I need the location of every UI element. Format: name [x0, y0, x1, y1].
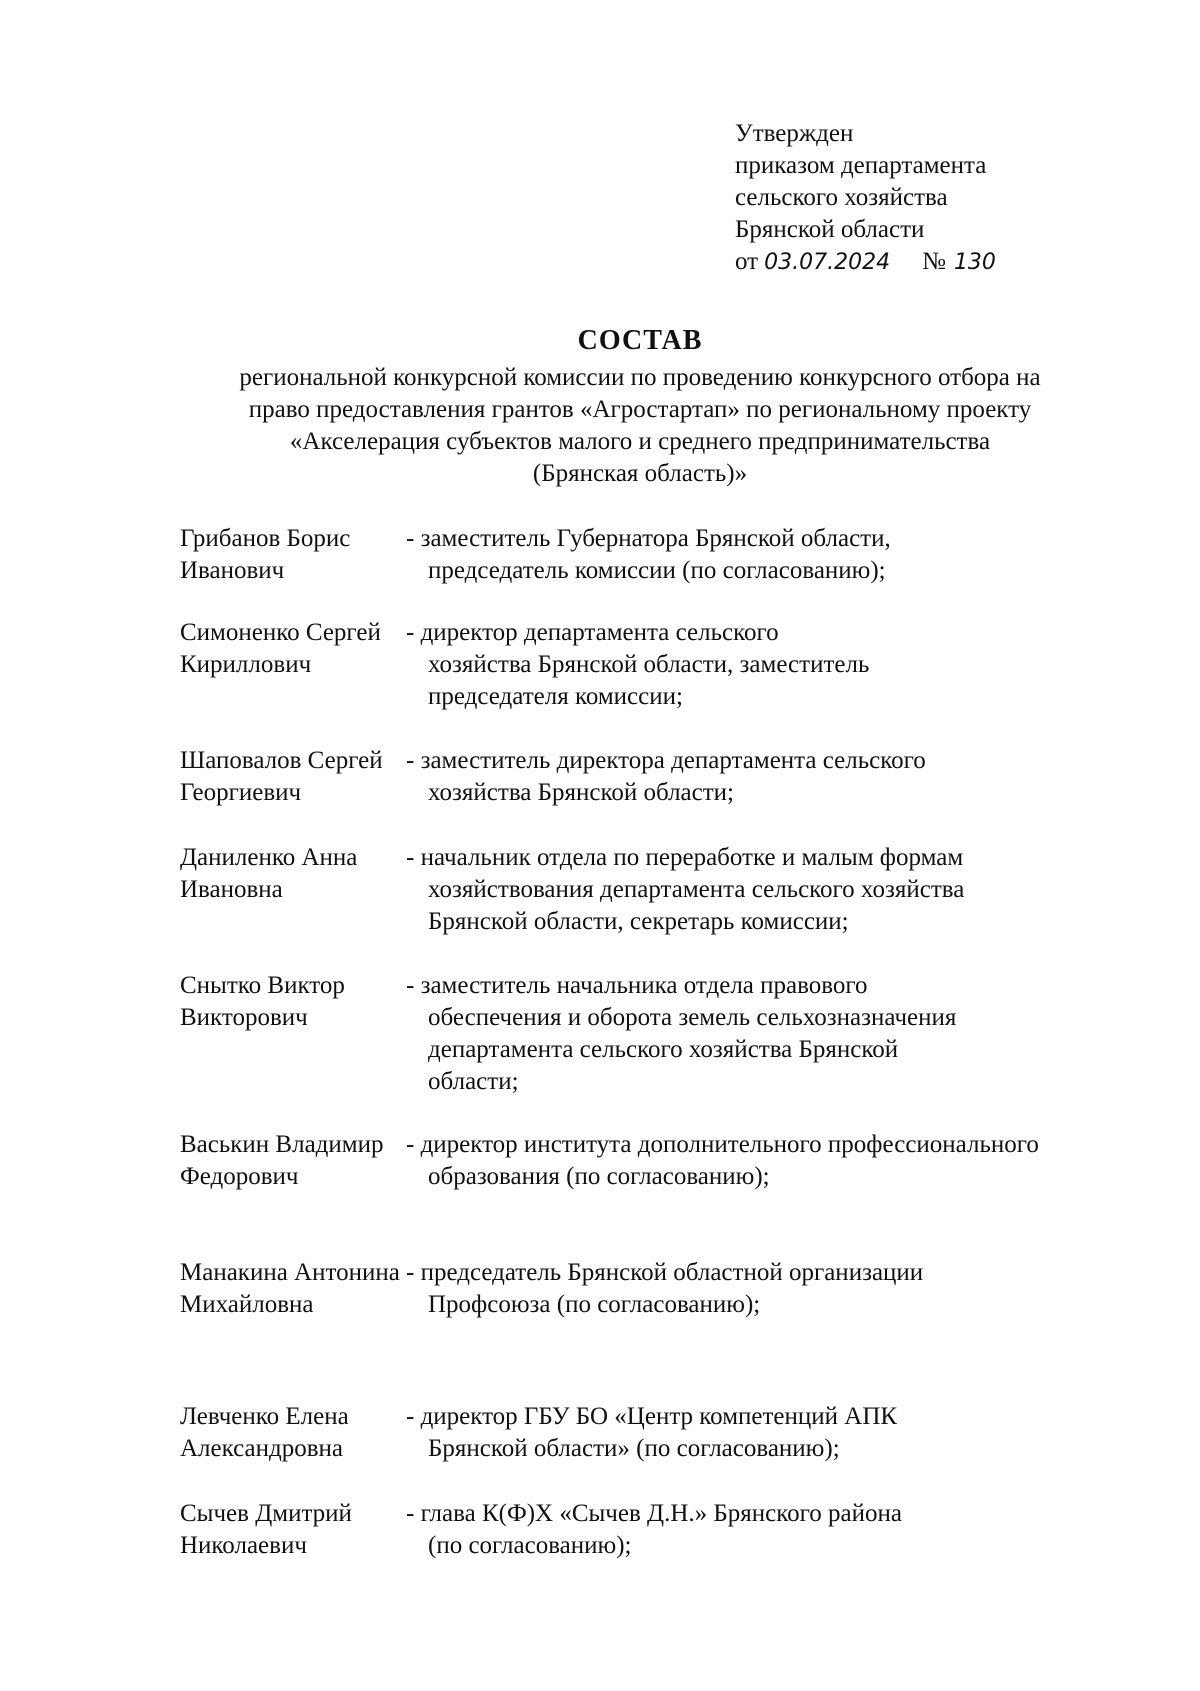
member-name: [180, 970, 425, 1034]
role-line: обеспечения и оборота земель сельхозназначения: [428, 1004, 957, 1031]
member-surname-first: Левченко Елена: [180, 1403, 349, 1430]
approval-date-line: [735, 246, 996, 279]
member-role: [406, 1257, 1158, 1321]
order-date-handwritten: 03.07.2024: [764, 250, 891, 275]
member-role: [406, 1401, 1158, 1465]
approval-line: приказом департамента: [735, 152, 987, 179]
member-surname-first: Шаповалов Сергей: [180, 747, 383, 774]
member-patronymic: Георгиевич: [180, 779, 302, 806]
document-heading: [160, 322, 1120, 490]
approval-line: Брянской области: [735, 216, 925, 243]
role-line: - глава К(Ф)Х «Сычев Д.Н.» Брянского района: [406, 1500, 902, 1527]
document-subtitle-line: право предоставления грантов «Агростартап» по региональному проекту: [248, 396, 1032, 423]
document-title: СОСТАВ: [577, 325, 703, 356]
member-name: [180, 842, 425, 906]
role-line: - заместитель начальника отдела правового: [406, 972, 868, 999]
member-name: [180, 1498, 425, 1562]
role-line: департамента сельского хозяйства Брянской: [428, 1036, 899, 1063]
approval-line: Утвержден: [735, 120, 854, 147]
role-line: - заместитель директора департамента сельского: [406, 747, 926, 774]
role-line: образования (по согласованию);: [428, 1163, 770, 1190]
document-subtitle-line: (Брянская область)»: [532, 460, 748, 487]
number-label: №: [922, 248, 946, 275]
role-line: председателя комиссии;: [428, 683, 683, 710]
role-line: - начальник отдела по переработке и малым формам: [406, 844, 964, 871]
member-patronymic: Михайловна: [180, 1291, 314, 1318]
member-role: [406, 970, 1158, 1098]
member-name: [180, 745, 425, 809]
role-line: - директор института дополнительного профессионального: [406, 1131, 1039, 1158]
role-line: хозяйства Брянской области;: [428, 779, 734, 806]
role-line: Брянской области, секретарь комиссии;: [428, 908, 849, 935]
role-line: Брянской области» (по согласованию);: [428, 1435, 840, 1462]
role-line: - заместитель Губернатора Брянской области,: [406, 525, 891, 552]
role-line: - директор департамента сельского: [406, 619, 779, 646]
member-patronymic: Кириллович: [180, 651, 312, 678]
member-patronymic: Николаевич: [180, 1532, 307, 1559]
member-surname-first: Симоненко Сергей: [180, 619, 381, 646]
role-line: хозяйства Брянской области, заместитель: [428, 651, 870, 678]
member-surname-first: Грибанов Борис: [180, 525, 351, 552]
date-prefix: от: [735, 248, 759, 275]
document-subtitle-line: «Акселерация субъектов малого и среднего предпринимательства: [289, 428, 991, 455]
member-surname-first: Сычев Дмитрий: [180, 1500, 352, 1527]
member-role: [406, 745, 1158, 809]
approval-line: сельского хозяйства: [735, 184, 948, 211]
member-name: [180, 617, 425, 681]
member-patronymic: Викторович: [180, 1004, 308, 1031]
role-line: - директор ГБУ БО «Центр компетенций АПК: [406, 1403, 898, 1430]
member-role: [406, 617, 1158, 713]
member-name: [180, 1257, 425, 1321]
role-line: хозяйствования департамента сельского хозяйства: [428, 876, 965, 903]
document-subtitle-line: региональной конкурсной комиссии по проведению конкурсного отбора на: [239, 364, 1041, 391]
role-line: председатель комиссии (по согласованию);: [428, 557, 886, 584]
member-surname-first: Васькин Владимир: [180, 1131, 384, 1158]
approval-stamp-block: [735, 118, 996, 279]
order-number-handwritten: 130: [953, 250, 996, 275]
member-name: [180, 523, 425, 587]
role-line: области;: [428, 1068, 519, 1095]
role-line: - председатель Брянской областной организации: [406, 1259, 924, 1286]
member-name: [180, 1401, 425, 1465]
member-patronymic: Федорович: [180, 1163, 299, 1190]
member-patronymic: Иванович: [180, 557, 285, 584]
member-role: [406, 842, 1158, 938]
member-patronymic: Александровна: [180, 1435, 344, 1462]
member-surname-first: Даниленко Анна: [180, 844, 358, 871]
member-name: [180, 1129, 425, 1193]
role-line: Профсоюза (по согласованию);: [428, 1291, 761, 1318]
member-role: [406, 1129, 1158, 1193]
member-surname-first: Снытко Виктор: [180, 972, 345, 999]
member-role: [406, 1498, 1158, 1562]
member-patronymic: Ивановна: [180, 876, 283, 903]
member-role: [406, 523, 1158, 587]
member-surname-first: Манакина Антонина: [180, 1259, 400, 1286]
role-line: (по согласованию);: [428, 1532, 632, 1559]
